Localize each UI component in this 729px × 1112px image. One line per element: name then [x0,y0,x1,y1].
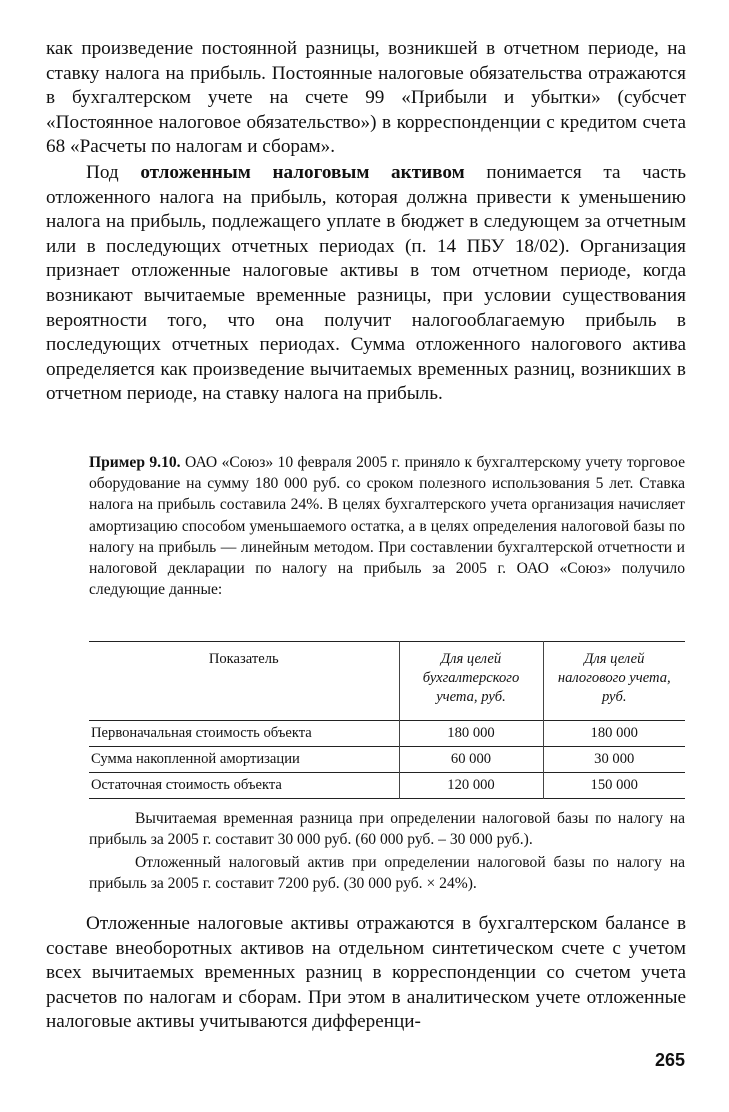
result-temporary-difference: Вычитаемая временная разница при определении налоговой базы по налогу на прибыль за 2005 г. составит 30 000 руб. (60 000 руб. – 30 000 руб.). [89,810,685,849]
table-cell-label: Сумма накопленной амортизации [91,751,300,767]
paragraph-lead-text: Под [86,162,141,183]
paragraph-rest-text: понимается та часть отложенного налога на прибыль, которая должна привести к уменьшению налога на прибыль, подлежащего уплате в бюджет в следующем за отчетным или в последующих отчетных периодах (п. 14 ПБУ 18/02). Организация признает отложенные налоговые активы в том отчетном периоде, когда возникают вычитаемые временные разницы, при условии существования вероятности того, что она получит налогооблагаемую прибыль в последующих отчетных периодах. Сумма отложенного налогового актива определяется как произведение вычитаемых временных разниц, возникших в отчетном периоде, на ставку налога на прибыль. [46,162,686,405]
comparison-table [89,641,685,799]
table-header-tax: Для целей налогового учета, руб. [543,642,685,721]
table-header-row [89,642,685,721]
page-number: 265 [655,1050,686,1070]
table-cell-accounting: 180 000 [399,721,543,747]
table-cell-tax: 150 000 [543,773,685,799]
table-cell-accounting: 60 000 [399,747,543,773]
table-cell-accounting: 120 000 [399,773,543,799]
table-cell-tax: 180 000 [543,721,685,747]
table-row [89,747,685,773]
table-header-indicator: Показатель [208,651,279,667]
example-heading: Пример 9.10. [89,454,181,471]
table-row [89,721,685,747]
defined-term: отложенным налоговым активом [140,162,465,183]
paragraph-permanent-tax-liability: как произведение постоянной разницы, возникшей в отчетном периоде, на ставку налога на прибыль. Постоянные налоговые обязательства отражаются в бухгалтерском учете на счете 99 «Прибыли и убытки» (субсчет «Постоянное налоговое обязательство») в корреспонденции с кредитом счета 68 «Расчеты по налогам и сборам». [46,38,686,158]
table-cell-label: Остаточная стоимость объекта [91,777,282,793]
example-block [89,452,685,600]
result-deferred-tax-asset: Отложенный налоговый актив при определении налоговой базы по налогу на прибыль за 2005 г. составит 7200 руб. (30 000 руб. × 24%). [89,854,685,893]
table-cell-tax: 30 000 [543,747,685,773]
example-text: ОАО «Союз» 10 февраля 2005 г. приняло к бухгалтерскому учету торговое оборудование на сумму 180 000 руб. со сроком полезного использования 5 лет. Ставка налога на прибыль составила 24%. В целях бухгалтерского учета организация начисляет амортизацию способом уменьшаемого остатка, а в целях определения налоговой базы по налогу на прибыль — линейным методом. При составлении бухгалтерской отчетности и налоговой декларации по налогу на прибыль за 2005 г. ОАО «Союз» получило следующие данные: [89,454,685,599]
table-header-accounting: Для целей бухгалтерского учета, руб. [399,642,543,721]
table-cell-label: Первоначальная стоимость объекта [91,725,312,741]
paragraph-deferred-tax-asset-definition [46,161,686,407]
paragraph-balance-sheet-reporting: Отложенные налоговые активы отражаются в бухгалтерском балансе в составе внеоборотных активов на отдельном синтетическом счете с учетом всех вычитаемых временных разниц в корреспонденции со счетом учета расчетов по налогам и сборам. При этом в аналитическом учете отложенные налоговые активы учитываются дифференци- [46,913,686,1033]
table-row [89,773,685,799]
